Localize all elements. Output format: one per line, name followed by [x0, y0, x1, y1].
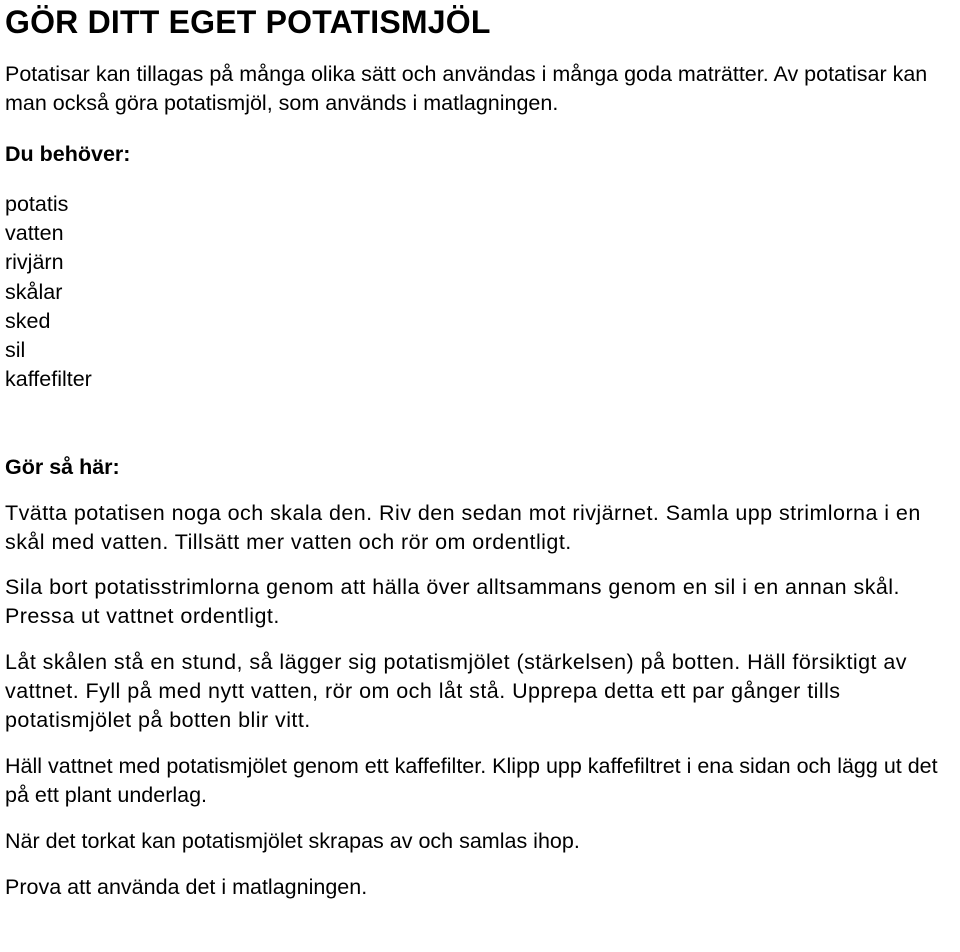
ingredient-item: kaffefilter [5, 367, 92, 392]
ingredient-item: sil [5, 338, 26, 363]
ingredient-item: sked [5, 308, 51, 333]
intro-paragraph: Potatisar kan tillagas på många olika sätt och användas i många goda maträtter. Av potatisar kan man också göra potatismjöl, som används i matlagningen. [5, 62, 928, 115]
steps-heading: Gör så här: [5, 455, 120, 480]
page-title: GÖR DITT EGET POTATISMJÖL [5, 4, 491, 40]
step-paragraph-4: Häll vattnet med potatismjölet genom ett kaffefilter. Klipp upp kaffefiltret i ena sidan och lägg ut det på ett plant underlag. [5, 754, 938, 808]
ingredient-item: vatten [5, 221, 64, 246]
step-paragraph-3: Låt skålen stå en stund, så lägger sig potatismjölet (stärkelsen) på botten. Häll försiktigt av vattnet. Fyll på med nytt vatten, rör om och låt stå. Upprepa detta ett par gånger tills potatismjölet på botten blir vitt. [5, 650, 907, 733]
ingredient-item: skålar [5, 279, 63, 304]
ingredients-heading: Du behöver: [5, 142, 131, 166]
step-paragraph-1: Tvätta potatisen noga och skala den. Riv den sedan mot rivjärnet. Samla upp strimlorna i en skål med vatten. Tillsätt mer vatten och rör om ordentligt. [5, 501, 921, 555]
step-paragraph-6: Prova att använda det i matlagningen. [5, 875, 368, 900]
ingredient-item: rivjärn [5, 250, 64, 275]
ingredients-list [5, 190, 960, 394]
step-paragraph-5: När det torkat kan potatismjölet skrapas av och samlas ihop. [5, 829, 580, 854]
ingredient-item: potatis [5, 192, 69, 216]
step-paragraph-2: Sila bort potatisstrimlorna genom att hälla över alltsammans genom en sil i en annan skål. Pressa ut vattnet ordentligt. [5, 575, 900, 629]
